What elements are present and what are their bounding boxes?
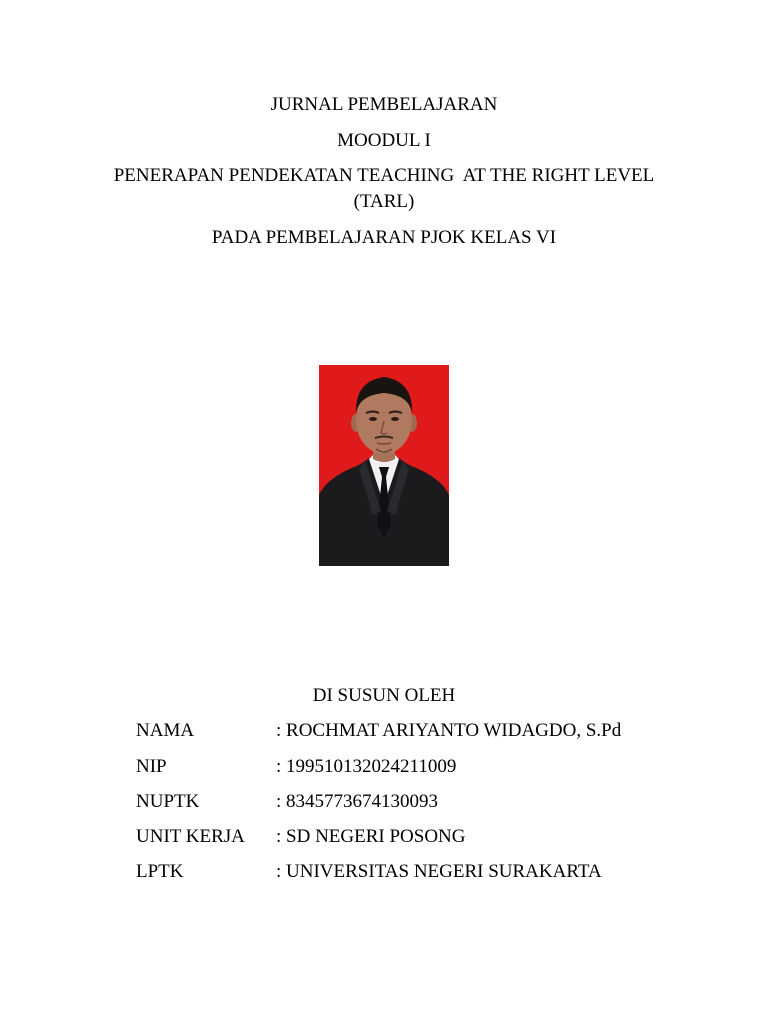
topic-line-1: PENERAPAN PENDEKATAN TEACHING AT THE RIGHT LEVEL — [113, 165, 655, 186]
info-row-nip — [136, 754, 457, 780]
info-label: NIP — [136, 756, 167, 777]
author-heading: DI SUSUN OLEH — [312, 685, 456, 706]
info-row-lptk — [136, 859, 602, 885]
document-title: JURNAL PEMBELAJARAN — [270, 94, 498, 115]
info-row-unit-kerja — [136, 824, 466, 850]
info-value: : ROCHMAT ARIYANTO WIDAGDO, S.Pd — [276, 720, 622, 741]
info-row-nuptk — [136, 789, 439, 815]
info-value: : UNIVERSITAS NEGERI SURAKARTA — [276, 861, 602, 882]
topic-line-2: (TARL) — [353, 191, 415, 212]
info-row-nama — [136, 718, 622, 744]
module-label: MOODUL I — [337, 130, 431, 151]
info-label: NUPTK — [136, 791, 200, 812]
info-value: : SD NEGERI POSONG — [276, 826, 466, 847]
info-value: : 8345773674130093 — [276, 791, 439, 812]
author-photo — [319, 365, 449, 566]
subject-line: PADA PEMBELAJARAN PJOK KELAS VI — [211, 227, 557, 248]
info-label: UNIT KERJA — [136, 826, 245, 847]
info-label: NAMA — [136, 720, 195, 741]
info-label: LPTK — [136, 861, 184, 882]
info-value: : 199510132024211009 — [276, 756, 457, 777]
